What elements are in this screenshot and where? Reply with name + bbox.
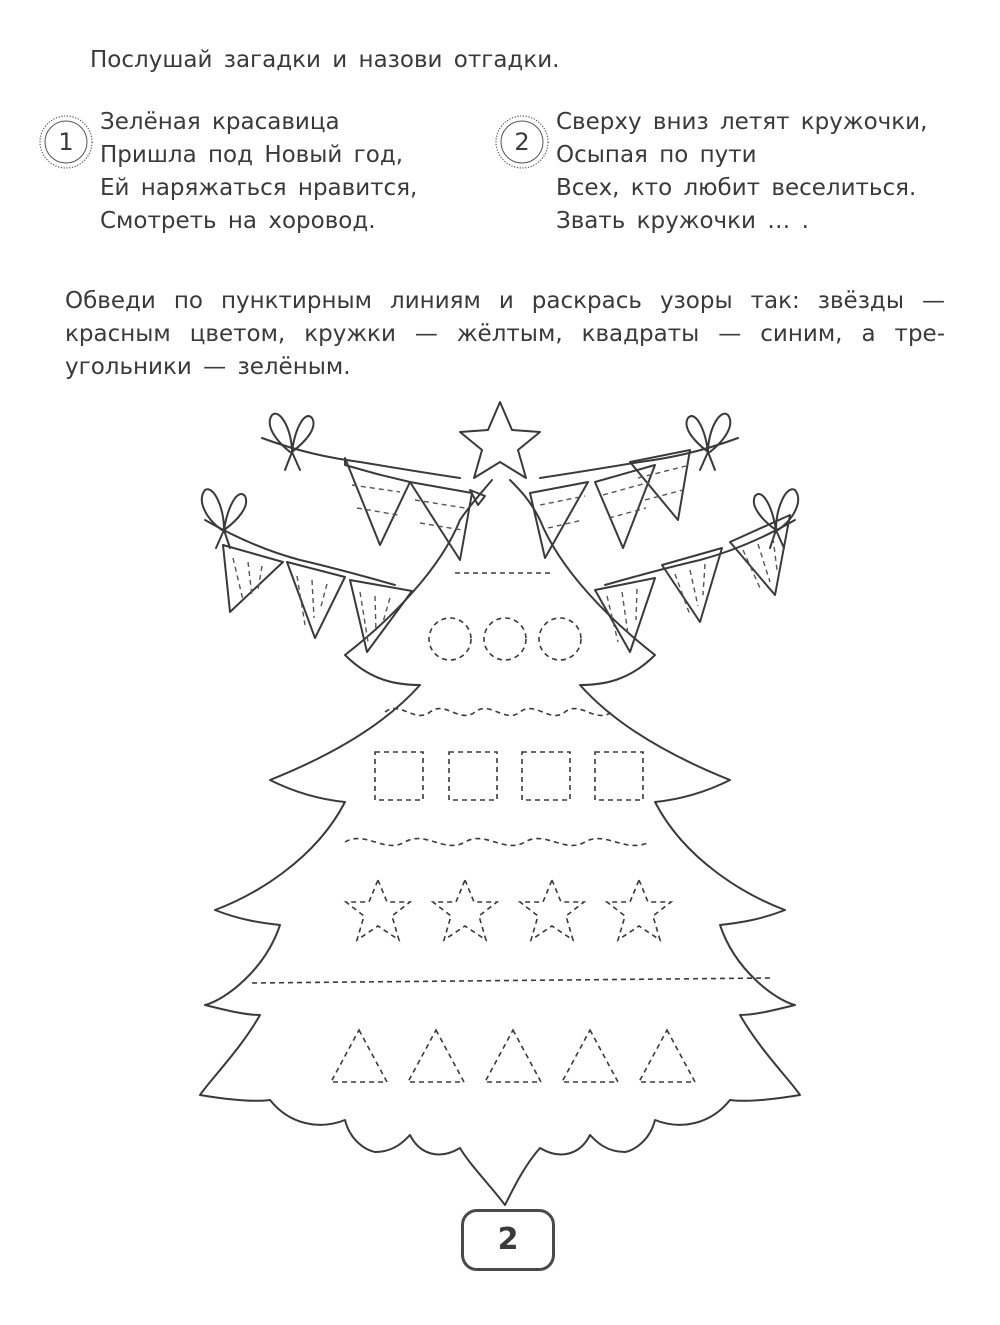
instruction-listen: Послушай загадки и назови отгадки. <box>90 47 560 73</box>
pennant-flag <box>595 578 655 652</box>
pennant-flag <box>345 458 410 545</box>
pattern-circle <box>429 618 471 660</box>
bow-icon <box>754 489 798 548</box>
riddle-number: 1 <box>58 128 74 156</box>
garland-rope <box>605 520 795 585</box>
pennant-flag <box>350 580 412 652</box>
dashed-line <box>252 978 770 983</box>
pattern-circle <box>539 618 581 660</box>
pattern-triangle <box>408 1030 464 1082</box>
pattern-square <box>595 752 643 800</box>
pattern-triangle <box>331 1030 387 1082</box>
pennant-flag <box>410 482 472 560</box>
riddle-number: 2 <box>514 128 530 156</box>
riddle-line: Смотреть на хоровод. <box>100 208 376 234</box>
pattern-star <box>433 880 497 940</box>
pattern-star <box>607 880 671 940</box>
tree-top-star <box>460 402 540 478</box>
pattern-square <box>375 752 423 800</box>
pennant-flag <box>287 562 345 638</box>
bow-icon <box>202 489 246 548</box>
bow-icon <box>270 414 314 470</box>
riddle-line: Звать кружочки … . <box>556 208 809 234</box>
pattern-star <box>346 880 410 940</box>
instruction-trace: Обведи по пунктирным линиям и раскрась узоры так: звёзды — красным цветом, кружки — жёлтым, квадраты — синим, а тре-угольники — зелёным. <box>65 288 945 380</box>
pattern-wave <box>385 709 612 716</box>
pattern-wave <box>345 839 650 846</box>
riddle-line: Зелёная красавица <box>100 109 340 135</box>
riddle-line: Всех, кто любит веселиться. <box>556 175 917 201</box>
page-number: 2 <box>461 1209 555 1271</box>
pennant-flag <box>595 465 655 548</box>
pattern-triangle <box>485 1030 541 1082</box>
riddle-line: Пришла под Новый год, <box>100 142 404 168</box>
bow-icon <box>686 414 730 470</box>
pattern-triangle <box>639 1030 695 1082</box>
pattern-square <box>449 752 497 800</box>
pattern-circle <box>484 618 526 660</box>
pattern-star <box>520 880 584 940</box>
pattern-triangle <box>562 1030 618 1082</box>
pennant-flag <box>223 545 283 612</box>
riddle-line: Осыпая по пути <box>556 142 757 168</box>
pennant-flag <box>530 482 588 558</box>
pattern-square <box>522 752 570 800</box>
riddle-line: Сверху вниз летят кружочки, <box>556 109 928 135</box>
riddle-line: Ей наряжаться нравится, <box>100 175 418 201</box>
garland-rope <box>205 520 395 585</box>
pennant-flag <box>662 548 722 622</box>
